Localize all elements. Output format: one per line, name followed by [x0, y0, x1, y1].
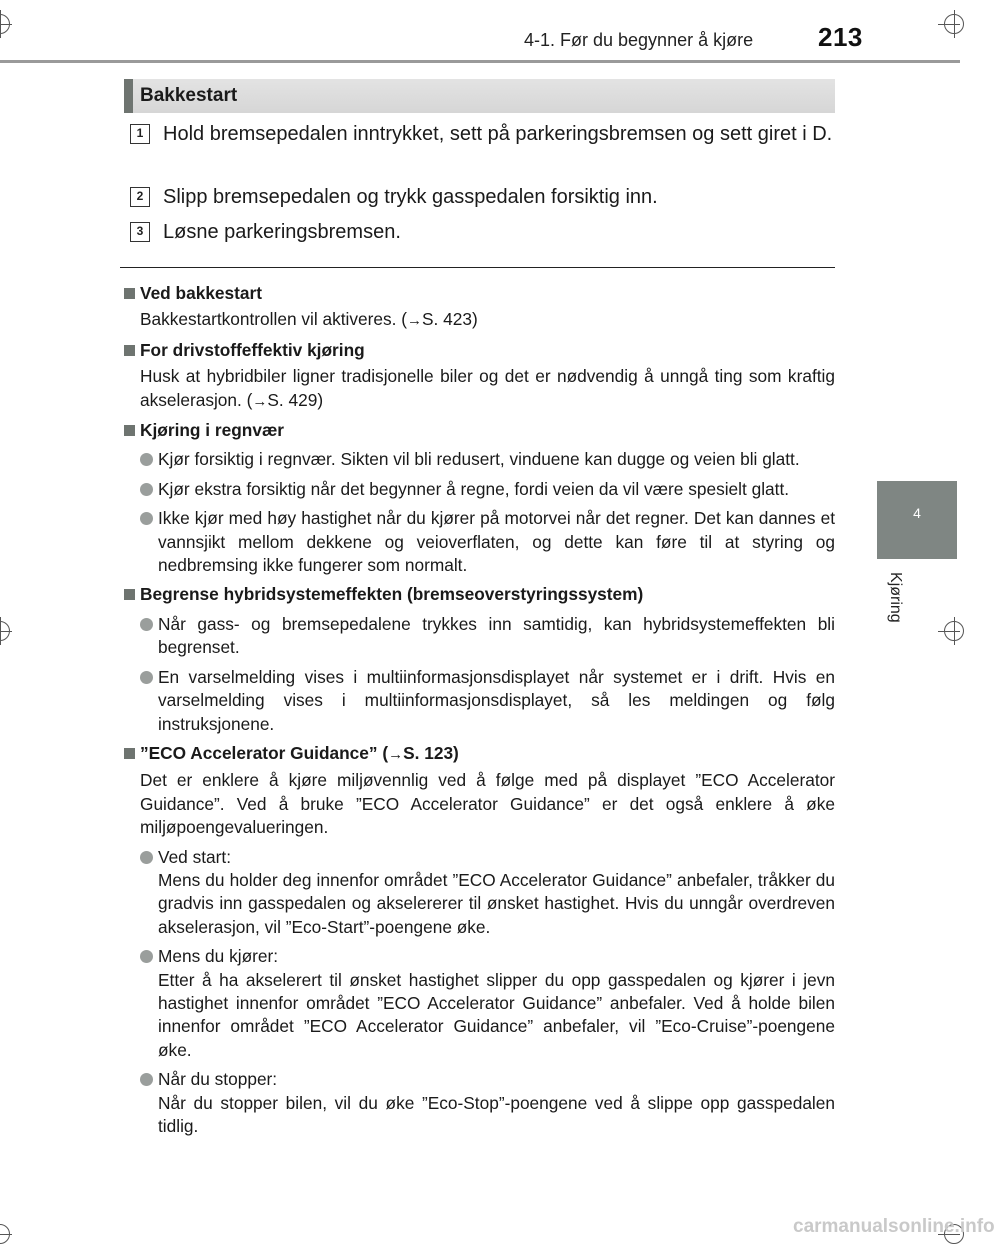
step-2-text: Slipp bremsepedalen og trykk gasspedalen forsiktig inn. [163, 186, 658, 208]
bullet-item: Kjør ekstra forsiktig når det begynner å regne, fordi veien da vil være spesielt glatt. [124, 478, 835, 501]
notes [124, 276, 835, 1138]
note-body: Husk at hybridbiler ligner tradisjonelle biler og det er nødvendig å unngå ting som kraftig akselerasjon. (→S. 429) [140, 366, 835, 410]
note-heading: Begrense hybridsystemeffekten (bremseoverstyringssystem) [124, 583, 835, 606]
note-heading: Ved bakkestart [124, 282, 835, 305]
step-1-number: 1 [130, 124, 150, 144]
note-body: Bakkestartkontrollen vil aktiveres. (→S. 423) [140, 309, 478, 330]
bullet-item [124, 1068, 835, 1138]
note-body: Det er enklere å kjøre miljøvennlig ved å følge med på displayet ”ECO Accelerator Guidance”. Ved å bruke ”ECO Accelerator Guidance” er det også enklere å øke miljøpoengevalueringen. [140, 770, 835, 838]
step-3-number: 3 [130, 222, 150, 242]
bullet-item: Når gass- og bremsepedalene trykkes inn samtidig, kan hybridsystemeffekten bli begrenset. [124, 613, 835, 660]
bullet-label: Ved start: [158, 846, 232, 867]
header-section-title: 4-1. Før du begynner å kjøre [524, 30, 754, 50]
step-3-text: Løsne parkeringsbremsen. [163, 221, 401, 243]
bullet-text: Når du stopper bilen, vil du øke ”Eco-Stop”-poengene ved å slippe opp gasspedalen tidlig. [158, 1092, 835, 1136]
watermark: carmanualsonline.info [793, 1216, 995, 1237]
bullet-label: Mens du kjører: [158, 946, 279, 967]
section-heading-text: Bakkestart [140, 85, 238, 106]
bullet-label: Når du stopper: [158, 1069, 278, 1090]
bullet-item [124, 846, 835, 940]
arrow-right-icon: → [252, 392, 268, 410]
bullet-text: Mens du holder deg innenfor området ”ECO Accelerator Guidance” anbefaler, tråkker du gradvis inn gasspedalen og akselererer til ønsket hastighet. Hvis du unngår overdreven akselerasjon, vil ”Eco-Start”-poengene øke. [158, 869, 835, 937]
step-1-text: Hold bremsepedalen inntrykket, sett på parkeringsbremsen og sett giret i D. [163, 123, 833, 145]
divider-rule [120, 267, 835, 268]
section-heading [124, 79, 835, 113]
note-heading: Kjøring i regnvær [124, 419, 835, 442]
step-2-number: 2 [130, 187, 150, 207]
chapter-label [876, 572, 912, 640]
arrow-right-icon: → [388, 745, 404, 763]
arrow-right-icon: → [407, 312, 422, 330]
bullet-item: Kjør forsiktig i regnvær. Sikten vil bli redusert, vinduene kan dugge og veien bli glatt. [124, 448, 835, 471]
chapter-number: 4 [913, 505, 921, 521]
header-rule [0, 60, 960, 63]
bullet-item [124, 945, 835, 1062]
bullet-item: Ikke kjør med høy hastighet når du kjører på motorvei når det regner. Det kan dannes et vannsjikt mellom dekkene og veioverflaten, og dette kan føre til at styring og nedbremsing ikke fungerer som normalt. [124, 507, 835, 577]
page-number: 213 [818, 22, 863, 52]
note-heading: ”ECO Accelerator Guidance” (→S. 123) [124, 742, 835, 766]
note-heading: For drivstoffeffektiv kjøring [124, 339, 835, 362]
bullet-item: En varselmelding vises i multiinformasjonsdisplayet når systemet er i drift. Hvis en varselmelding vises i multiinformasjonsdisplayet, så les meldingen og følg instruksjonene. [124, 666, 835, 736]
chapter-label-text: Kjøring [887, 572, 904, 623]
bullet-text: Etter å ha akselerert til ønsket hastighet slipper du opp gasspedalen og kjører i jevn hastighet innenfor området ”ECO Accelerator Guidance” anbefaler. Ved å holde bilen innenfor området ”ECO Accelerator Guidance” anbefaler, vil ”Eco-Cruise”-poengene øke. [158, 969, 835, 1060]
